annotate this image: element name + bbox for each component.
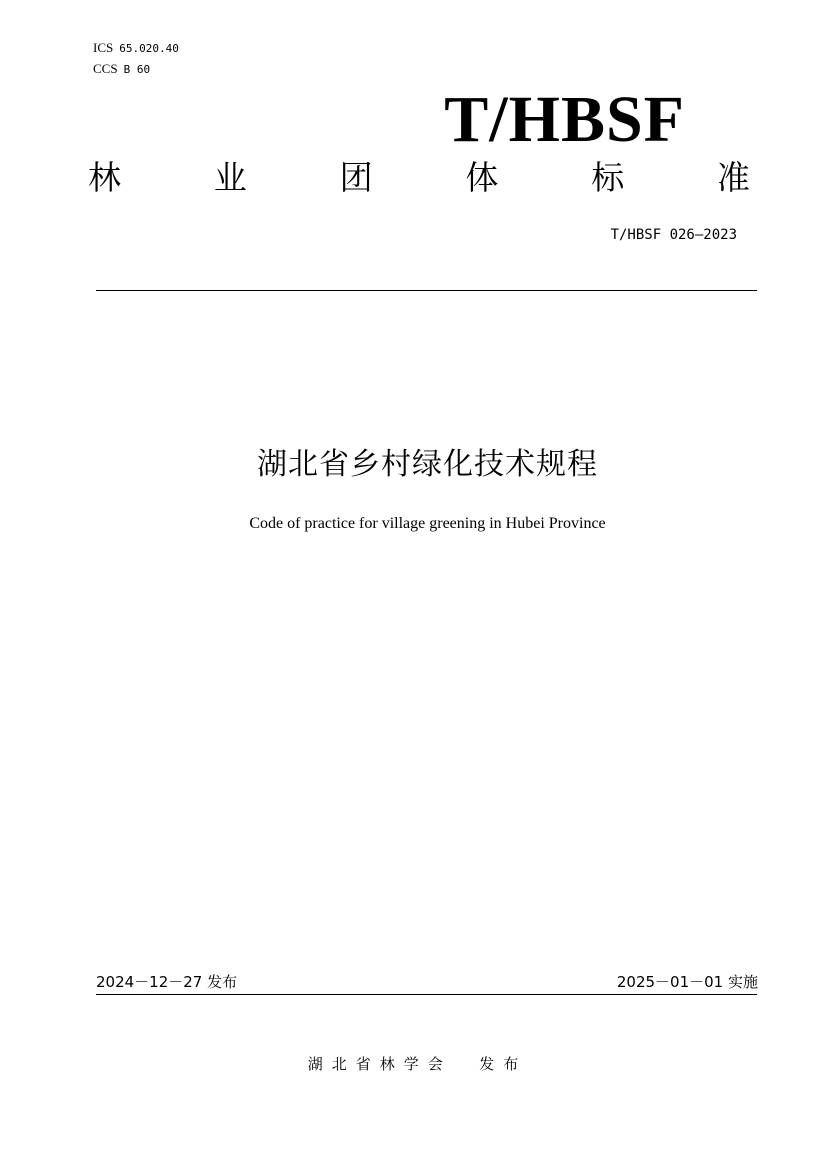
ccs-label: CCS [93, 61, 118, 76]
ccs-value: B 60 [123, 63, 151, 76]
standard-type-char: 体 [465, 158, 499, 197]
ics-label: ICS [93, 40, 114, 55]
standard-number: T/HBSF 026—2023 [610, 227, 737, 243]
ics-value: 65.020.40 [119, 42, 179, 55]
document-title-zh: 湖北省乡村绿化技术规程 [257, 447, 598, 482]
standard-type-char: 团 [339, 158, 373, 197]
standard-type-char: 林 [88, 158, 121, 197]
publisher-line: 湖北省林学会 发布 [307, 1055, 528, 1073]
ccs-line [93, 61, 150, 78]
implementation-date: 2025－01－01 实施 [616, 973, 758, 991]
issue-date: 2024－12－27 发布 [96, 973, 238, 991]
ics-line [93, 40, 179, 57]
header-divider [96, 290, 757, 291]
footer-divider [96, 994, 757, 995]
standard-type-heading [88, 158, 750, 198]
standard-type-char: 准 [716, 158, 750, 197]
document-title-en: Code of practice for village greening in Hubei Province [249, 515, 606, 532]
standard-type-char: 业 [213, 158, 247, 197]
standard-type-char: 标 [591, 158, 625, 197]
standard-brand-mark: T/HBSF [444, 83, 685, 156]
